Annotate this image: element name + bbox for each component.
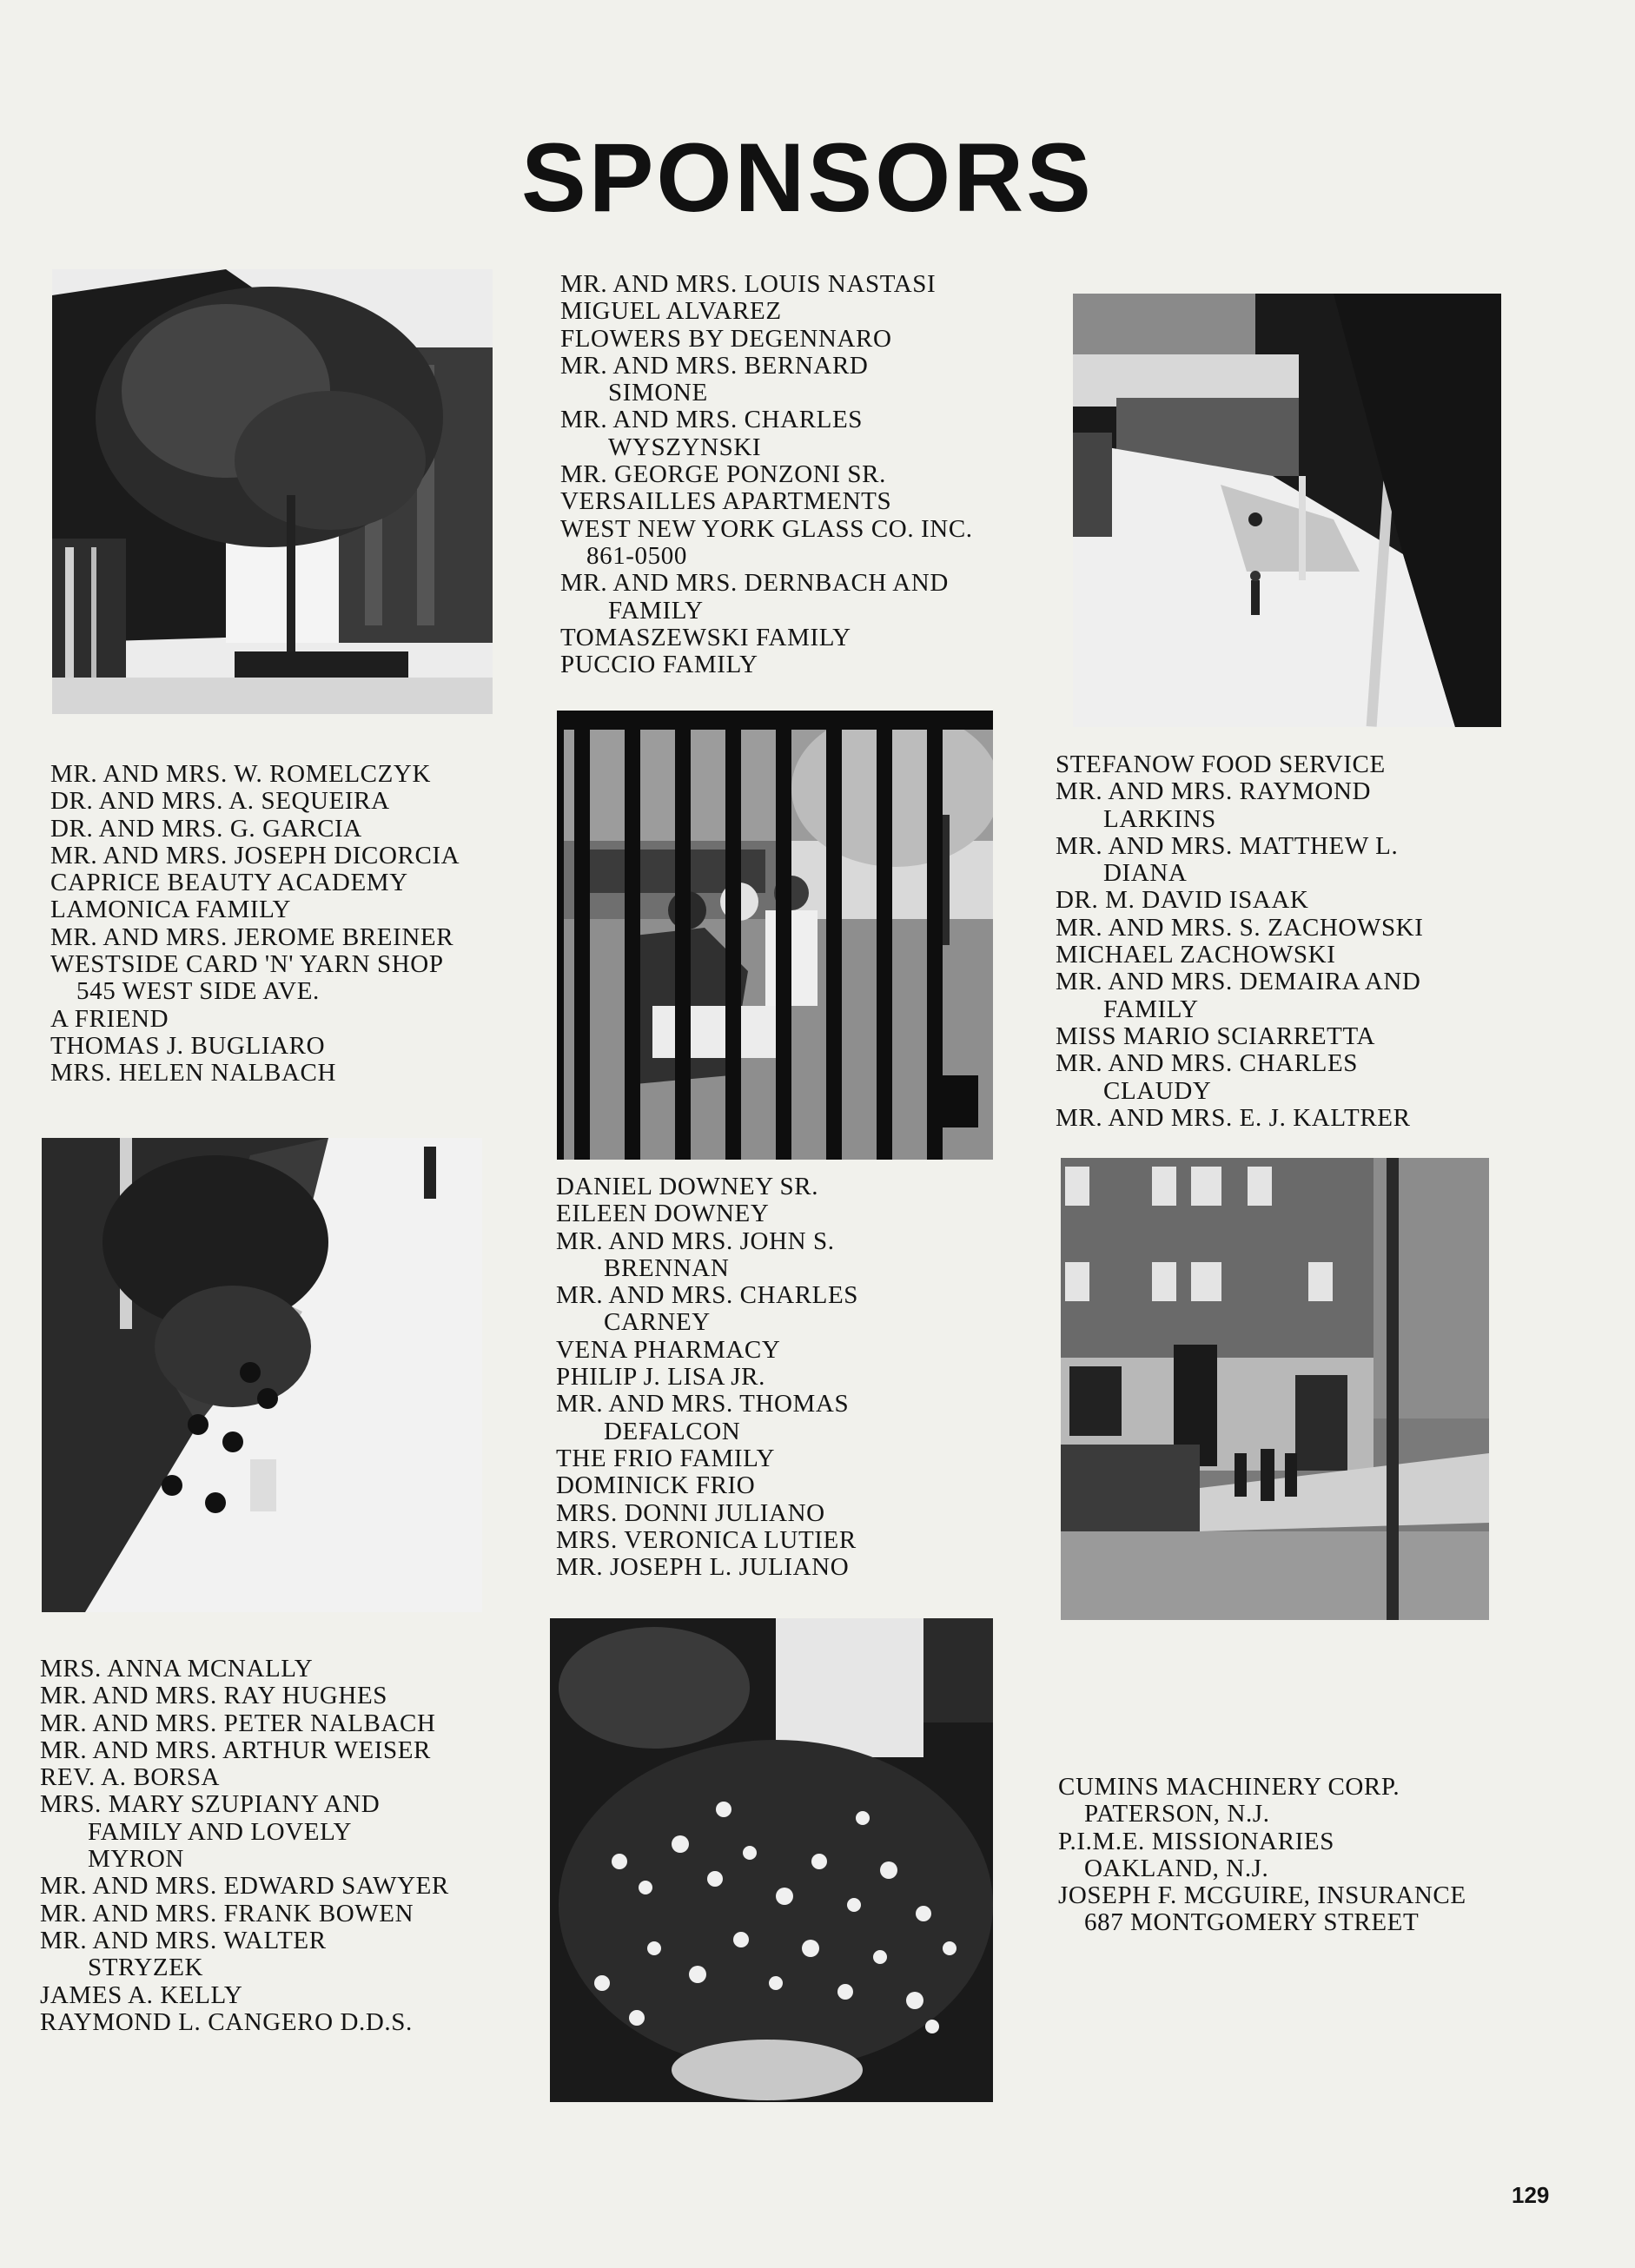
sponsor-entry: RAYMOND L. CANGERO D.D.S.	[40, 2007, 413, 2036]
sponsor-entry: DR. AND MRS. G. GARCIA	[50, 814, 362, 843]
sponsor-entry: MR. JOSEPH L. JULIANO	[556, 1553, 850, 1582]
sponsor-entry: MR. AND MRS. RAYMOND	[1056, 777, 1372, 806]
sponsor-entry-continued: PATERSON, N.J.	[1084, 1800, 1270, 1828]
page-number: 129	[1512, 2182, 1550, 2208]
sponsor-entry-continued: WYSZYNSKI	[608, 433, 762, 461]
sponsor-entry: PUCCIO FAMILY	[560, 651, 758, 679]
sponsor-entry: MRS. VERONICA LUTIER	[556, 1525, 857, 1554]
sponsor-entry: MRS. MARY SZUPIANY AND	[40, 1790, 381, 1819]
sponsor-entry: DANIEL DOWNEY SR.	[556, 1173, 819, 1200]
sponsor-entry: MR. AND MRS. RAY HUGHES	[40, 1682, 388, 1710]
sponsor-entry: VENA PHARMACY	[556, 1335, 781, 1364]
sponsor-entry-continued: DIANA	[1103, 859, 1188, 888]
sponsor-entry: MISS MARIO SCIARRETTA	[1056, 1022, 1375, 1050]
sponsor-entry: MR. AND MRS. DERNBACH AND	[560, 569, 949, 598]
sponsor-entry: DR. M. DAVID ISAAK	[1056, 886, 1309, 915]
photo-courtyard-overhead	[1073, 294, 1501, 727]
photo-flowering-bush	[550, 1618, 993, 2102]
sponsor-entry: WESTSIDE CARD 'N' YARN SHOP	[50, 950, 444, 979]
sponsor-list-bottom-left	[40, 1656, 449, 2036]
sponsor-entry: CAPRICE BEAUTY ACADEMY	[50, 869, 408, 897]
sponsor-entry: THE FRIO FAMILY	[556, 1444, 776, 1472]
sponsor-entry: REV. A. BORSA	[40, 1763, 221, 1792]
sponsor-entry: MR. GEORGE PONZONI SR.	[560, 460, 886, 489]
sponsor-entry-continued: CLAUDY	[1103, 1076, 1212, 1105]
sponsor-entry: MR. AND MRS. JEROME BREINER	[50, 922, 454, 951]
sponsor-entry-continued: CARNEY	[604, 1308, 711, 1337]
sponsor-entry: FLOWERS BY DEGENNARO	[560, 324, 892, 353]
sponsor-entry-continued: FAMILY	[608, 596, 704, 625]
sponsor-entry: TOMASZEWSKI FAMILY	[560, 623, 851, 651]
sponsor-list-middle-right	[1056, 751, 1423, 1132]
sponsor-entry: A FRIEND	[50, 1004, 169, 1033]
photo-walkway-overhead	[42, 1138, 482, 1612]
sponsor-entry: MRS. ANNA MCNALLY	[40, 1655, 314, 1683]
sponsor-entry-continued: BRENNAN	[604, 1253, 730, 1282]
sponsor-entry-continued: DEFALCON	[604, 1417, 741, 1445]
sponsor-entry: EILEEN DOWNEY	[556, 1200, 770, 1228]
street-corner-image	[1061, 1158, 1489, 1620]
sponsor-entry-continued: 545 WEST SIDE AVE.	[76, 977, 320, 1006]
sponsor-entry: JOSEPH F. MCGUIRE, INSURANCE	[1058, 1881, 1466, 1910]
sponsor-entry: MR. AND MRS. LOUIS NASTASI	[560, 270, 937, 298]
sponsor-entry: VERSAILLES APARTMENTS	[560, 487, 892, 516]
sponsor-list-bottom-right	[1058, 1774, 1466, 1937]
page-title: SPONSORS	[521, 123, 1094, 232]
sponsor-list-lower-center	[556, 1174, 858, 1581]
sponsor-entry: DR. AND MRS. A. SEQUEIRA	[50, 787, 390, 816]
sponsor-entry: MR. AND MRS. WALTER	[40, 1926, 327, 1954]
sponsor-entry: MR. AND MRS. ARTHUR WEISER	[40, 1736, 432, 1764]
sponsor-entry: THOMAS J. BUGLIARO	[50, 1031, 326, 1060]
sponsor-entry: MR. AND MRS. JOHN S.	[556, 1227, 835, 1255]
sponsor-entry-continued: 861-0500	[586, 541, 687, 570]
sponsor-entry: MR. AND MRS. CHARLES	[556, 1281, 858, 1310]
sponsor-entry: MR. AND MRS. MATTHEW L.	[1056, 831, 1399, 860]
sponsor-entry: DOMINICK FRIO	[556, 1471, 756, 1500]
sponsor-entry-continued: LARKINS	[1103, 804, 1216, 833]
sponsor-entry: MR. AND MRS. PETER NALBACH	[40, 1709, 436, 1737]
sponsor-entry: MR. AND MRS. BERNARD	[560, 351, 869, 380]
sponsor-entry: P.I.M.E. MISSIONARIES	[1058, 1827, 1334, 1855]
walkway-image	[42, 1138, 482, 1612]
sponsor-entry: MICHAEL ZACHOWSKI	[1056, 941, 1336, 969]
flowering-bush-image	[550, 1618, 993, 2102]
sponsor-entry-continued: 687 MONTGOMERY STREET	[1084, 1908, 1420, 1937]
sponsor-entry: MR. AND MRS. FRANK BOWEN	[40, 1899, 414, 1927]
students-gate-image	[557, 711, 993, 1160]
sponsor-list-middle-left	[50, 761, 460, 1088]
sponsor-entry-continued: OAKLAND, N.J.	[1084, 1854, 1269, 1882]
sponsor-entry: MR. AND MRS. JOSEPH DICORCIA	[50, 841, 460, 870]
sponsor-entry-continued: STRYZEK	[88, 1954, 204, 1982]
sponsor-entry: CUMINS MACHINERY CORP.	[1058, 1773, 1400, 1801]
sponsor-list-top-center	[560, 271, 973, 678]
building-tree-image	[52, 269, 493, 714]
sponsor-entry: JAMES A. KELLY	[40, 1980, 243, 2009]
sponsor-entry: MIGUEL ALVAREZ	[560, 297, 782, 326]
photo-students-gate	[557, 711, 993, 1160]
sponsor-entry: MR. AND MRS. CHARLES	[560, 406, 863, 434]
sponsor-entry-continued: FAMILY AND LOVELY	[88, 1817, 353, 1846]
sponsor-entry: MR. AND MRS. S. ZACHOWSKI	[1056, 913, 1424, 942]
sponsor-entry-continued: FAMILY	[1103, 995, 1199, 1023]
sponsor-entry: MR. AND MRS. CHARLES	[1056, 1049, 1358, 1078]
sponsor-entry: PHILIP J. LISA JR.	[556, 1363, 765, 1392]
sponsor-entry-continued: MYRON	[88, 1845, 184, 1874]
sponsor-entry: MRS. DONNI JULIANO	[556, 1498, 825, 1527]
sponsor-entry: MRS. HELEN NALBACH	[50, 1059, 337, 1088]
sponsor-entry: MR. AND MRS. DEMAIRA AND	[1056, 968, 1421, 996]
sponsor-entry: STEFANOW FOOD SERVICE	[1056, 750, 1386, 778]
sponsor-entry: MR. AND MRS. W. ROMELCZYK	[50, 760, 431, 788]
sponsor-entry: MR. AND MRS. EDWARD SAWYER	[40, 1872, 449, 1901]
sponsor-entry: WEST NEW YORK GLASS CO. INC.	[560, 514, 973, 543]
photo-street-corner	[1061, 1158, 1489, 1620]
sponsor-entry-continued: SIMONE	[608, 379, 708, 407]
sponsor-entry: MR. AND MRS. THOMAS	[556, 1390, 850, 1418]
sponsor-entry: LAMONICA FAMILY	[50, 896, 292, 924]
sponsor-entry: MR. AND MRS. E. J. KALTRER	[1056, 1103, 1411, 1132]
photo-building-tree	[52, 269, 493, 714]
courtyard-image	[1073, 294, 1501, 727]
